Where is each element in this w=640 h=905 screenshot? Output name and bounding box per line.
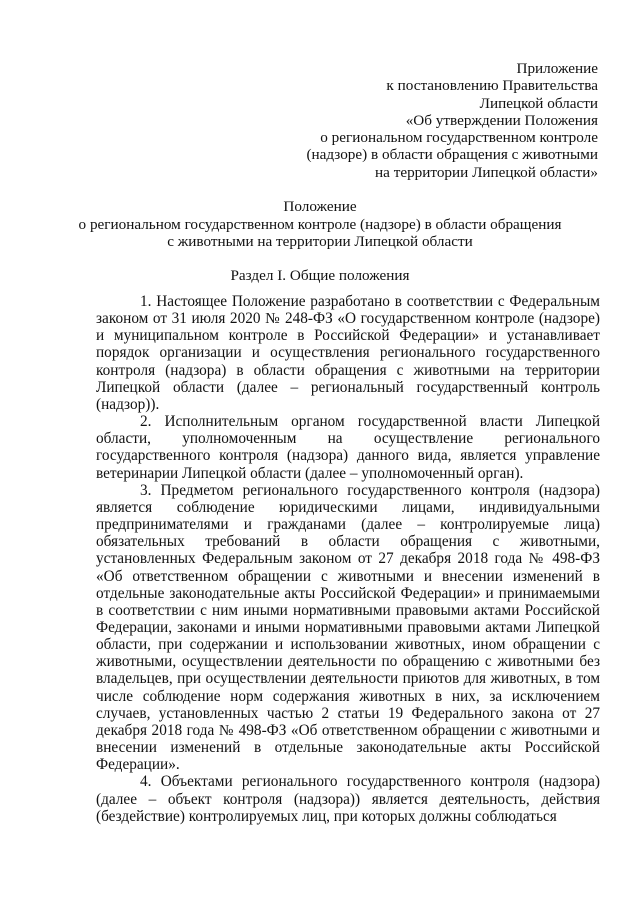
document-body (96, 293, 600, 825)
paragraph: 2. Исполнительным органом государственной власти Липецкой области, уполномоченным на осуществление регионального государственного контроля (надзора) данного вида, является управление ветеринарии Липецкой области (далее – уполномоченный орган). (96, 413, 600, 482)
appendix-line: Липецкой области (479, 94, 598, 112)
appendix-line: «Об утверждении Положения (405, 111, 598, 129)
paragraph: 3. Предметом регионального государственного контроля (надзора) является соблюдение юридическими лицами, индивидуальными предпринимателями и гражданами (далее – контролируемые лица) обязательных требований в области обращения с животными, установленных Федеральным законом от 27 декабря 2018 года № 498-ФЗ «Об ответственном обращении с животными и внесении изменений в отдельные законодательные акты Российской Федерации» и принимаемыми в соответствии с ним иными нормативными правовыми актами Российской Федерации, законами и иными нормативными правовыми актами Липецкой области, при содержании и использовании животных, ином обращении с животными, осуществлении деятельности по обращению с животными без владельцев, при осуществлении деятельности приютов для животных, в том числе соблюдение норм содержания животных в них, за исключением случаев, установленных частью 2 статьи 19 Федерального закона от 27 декабря 2018 года № 498-ФЗ «Об ответственном обращении с животными и внесении изменений в отдельные законодательные акты Российской Федерации». (96, 481, 600, 774)
section-heading: Раздел I. Общие положения (230, 267, 410, 284)
paragraph: 4. Объектами регионального государственного контроля (надзора) (далее – объект контроля (надзора)) является деятельность, действия (бездействие) контролируемых лиц, при которых должны соблюдаться (96, 773, 600, 825)
title-line: с животными на территории Липецкой области (167, 233, 473, 250)
appendix-line: к постановлению Правительства (386, 77, 598, 95)
title-line: Положение (283, 198, 357, 215)
appendix-line: на территории Липецкой области» (375, 163, 598, 181)
document-title (60, 198, 580, 251)
appendix-header (278, 60, 598, 181)
appendix-line: Приложение (516, 60, 598, 77)
paragraph: 1. Настоящее Положение разработано в соответствии с Федеральным законом от 31 июля 2020 № 248-ФЗ «О государственном контроле (надзоре) и муниципальном контроле в Российской Федерации» и устанавливает порядок организации и осуществления регионального государственного контроля (надзора) в области обращения с животными на территории Липецкой области (далее – региональный государственный контроль (надзор)). (96, 293, 600, 413)
title-line: о региональном государственном контроле (надзоре) в области обращения (78, 215, 562, 233)
appendix-line: (надзоре) в области обращения с животными (306, 146, 598, 164)
appendix-line: о региональном государственном контроле (320, 129, 598, 147)
